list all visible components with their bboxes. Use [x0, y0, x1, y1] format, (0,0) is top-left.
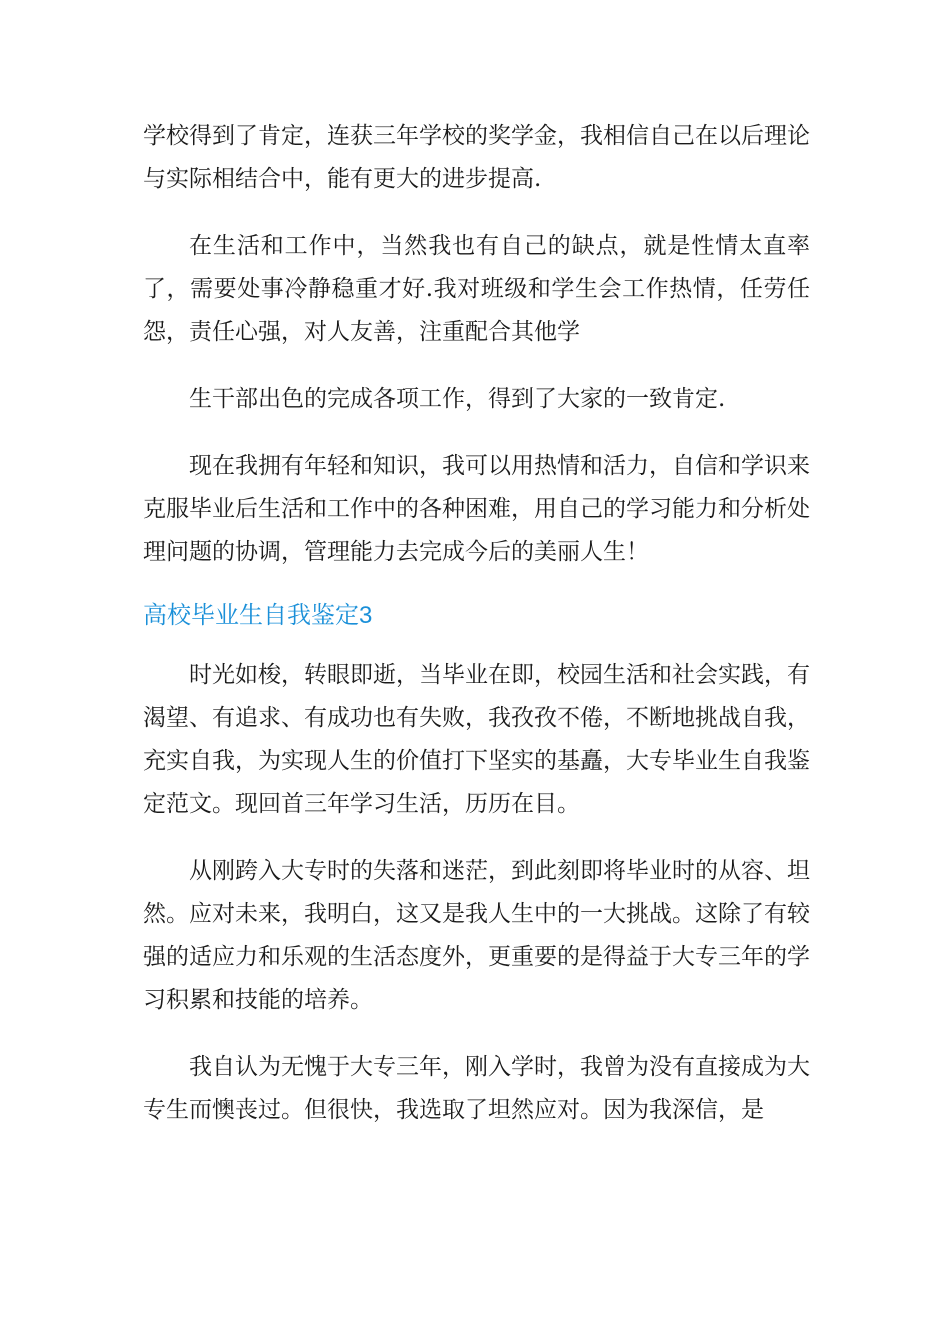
- paragraph-shortcomings: 在生活和工作中，当然我也有自己的缺点，就是性情太直率了，需要处事冷静稳重才好.我对班级和学生会工作热情，任劳任怨，责任心强，对人友善，注重配合其他学: [143, 233, 810, 345]
- paragraph-future: 现在我拥有年轻和知识，我可以用热情和活力，自信和学识来克服毕业后生活和工作中的各种困难，用自己的学习能力和分析处理问题的协调，管理能力去完成今后的美丽人生！: [143, 453, 810, 565]
- paragraph-from-confusion: 从刚跨入大专时的失落和迷茫，到此刻即将毕业时的从容、坦然。应对未来，我明白，这又是我人生中的一大挑战。这除了有较强的适应力和乐观的生活态度外，更重要的是得益于大专三年的学习积累和技能的培养。: [143, 858, 810, 1013]
- section-heading: 高校毕业生自我鉴定3: [143, 602, 373, 629]
- document-body: [143, 115, 810, 1156]
- paragraph-cadre-work: 生干部出色的完成各项工作，得到了大家的一致肯定.: [189, 386, 726, 412]
- paragraph-scholarship: 学校得到了肯定，连获三年学校的奖学金，我相信自己在以后理论与实际相结合中，能有更大的进步提高.: [143, 123, 810, 192]
- paragraph-self-assessment: 我自认为无愧于大专三年，刚入学时，我曾为没有直接成为大专生而懊丧过。但很快，我选取了坦然应对。因为我深信，是: [143, 1054, 810, 1123]
- paragraph-time-flies: 时光如梭，转眼即逝，当毕业在即，校园生活和社会实践，有渴望、有追求、有成功也有失败，我孜孜不倦，不断地挑战自我，充实自我，为实现人生的价值打下坚实的基矗，大专毕业生自我鉴定范文。现回首三年学习生活，历历在目。: [143, 662, 810, 817]
